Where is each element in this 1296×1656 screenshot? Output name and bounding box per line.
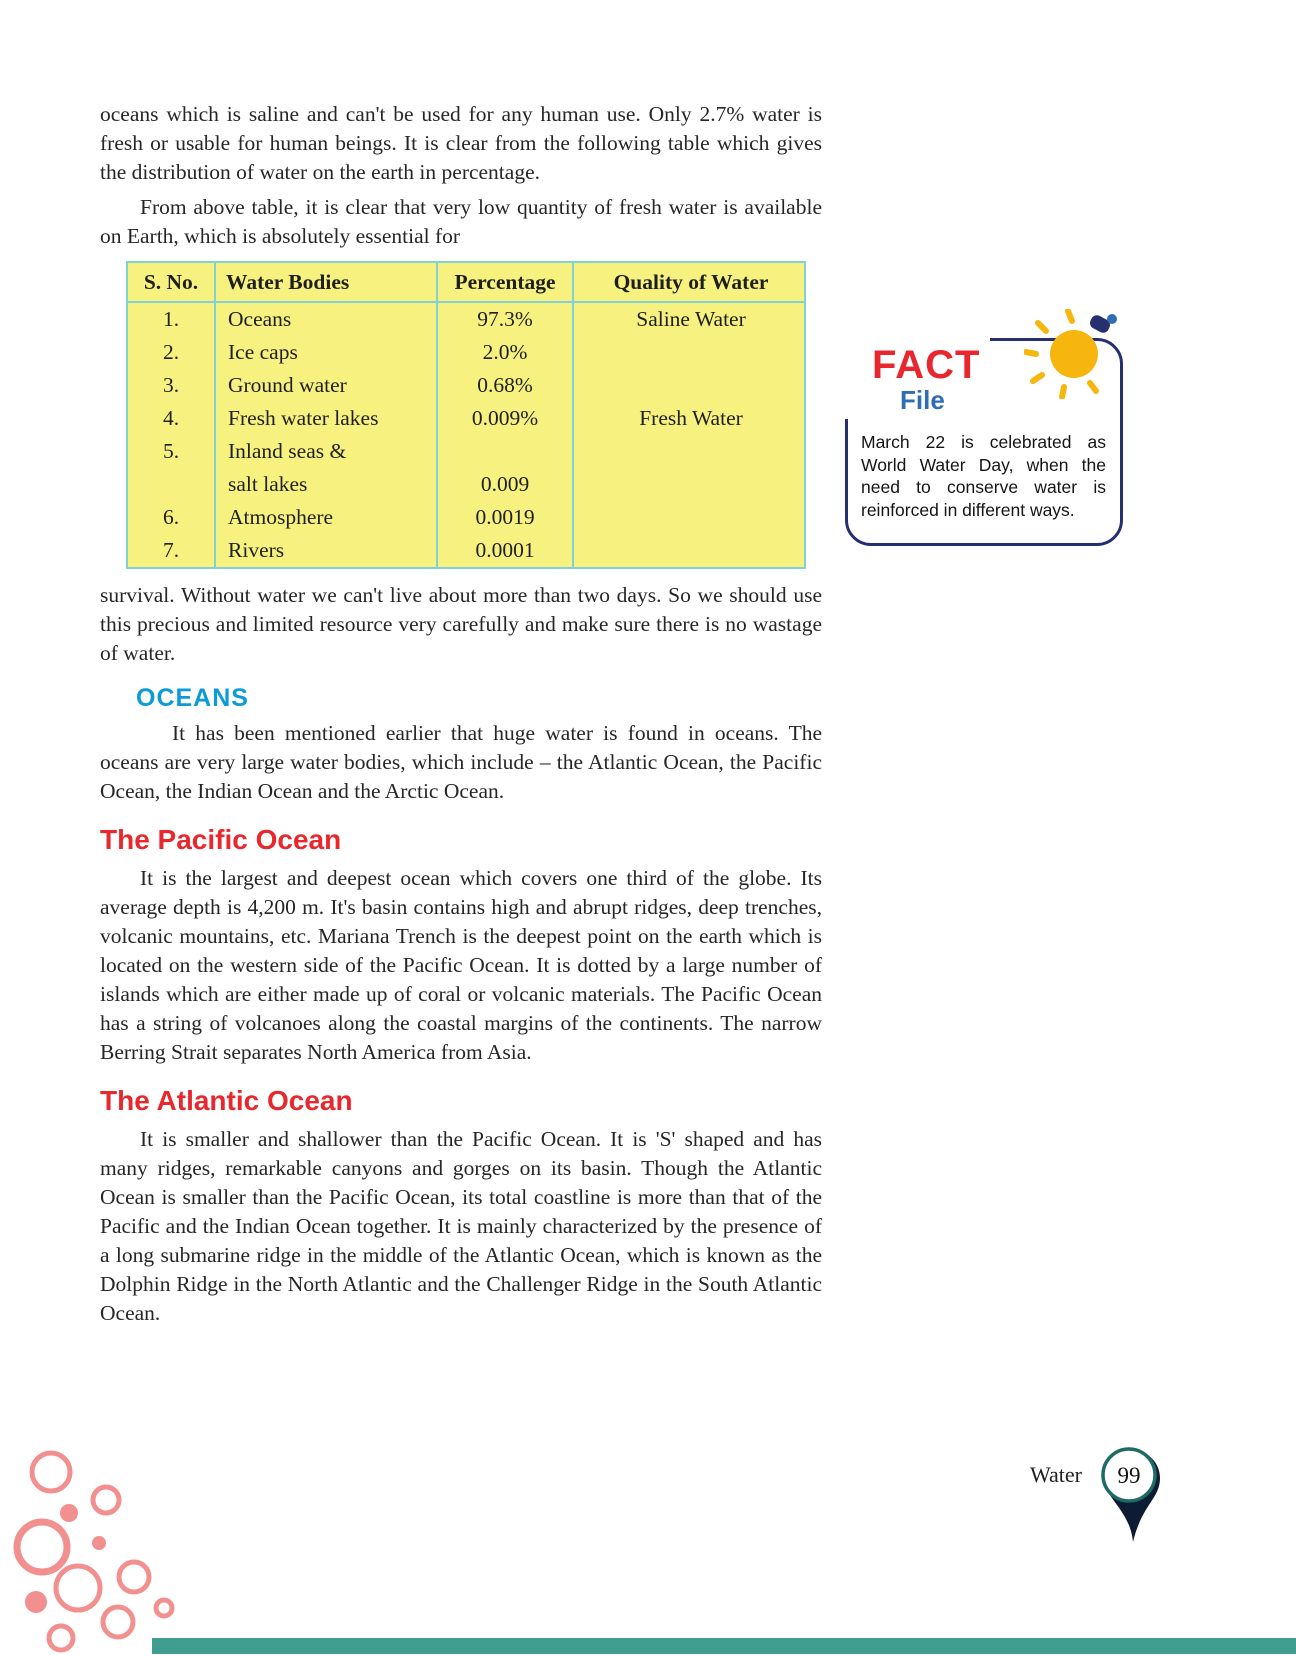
- file-title-text: File: [900, 385, 945, 415]
- paragraph-pacific-ocean: It is the largest and deepest ocean which covers one third of the globe. Its average depth is 4,200 m. It's basin contains high and abrupt ridges, deep trenches, volcanic mountains, etc. Mariana Trench is the deepest point on the earth which is located on the western side of the Pacific Ocean. It is dotted by a large number of islands which are either made up of coral or volcanic materials. The Pacific Ocean has a string of volcanoes along the coastal margins of the continents. The narrow Berring Strait separates North America from Asia.: [100, 866, 822, 1064]
- table-cell-quality: Fresh Water: [639, 406, 743, 430]
- badge-teardrop-icon: [1098, 1444, 1164, 1550]
- table-header-pct: Percentage: [438, 263, 574, 301]
- table-row: [128, 336, 804, 369]
- table-header-sno: S. No.: [128, 263, 216, 301]
- table-cell-sno: 4.: [128, 402, 216, 435]
- table-row: [128, 534, 804, 567]
- table-cell-quality: Saline Water: [636, 307, 746, 331]
- table-cell-pct: [438, 435, 574, 468]
- main-text-column: [100, 100, 822, 1328]
- table-header-quality: Quality of Water: [613, 270, 769, 294]
- heading-atlantic-ocean: The Atlantic Ocean: [100, 1085, 353, 1116]
- table-body: [128, 303, 804, 567]
- table-cell-sno: 5.: [128, 435, 216, 468]
- fact-title-text: FACT: [872, 343, 981, 387]
- table-cell-body: Ground water: [216, 369, 438, 402]
- table-cell-quality: [574, 336, 808, 369]
- table-cell-quality: [574, 501, 808, 534]
- table-cell-sno: 3.: [128, 369, 216, 402]
- page-number: 99: [1117, 1463, 1141, 1488]
- table-cell-pct: 2.0%: [438, 336, 574, 369]
- table-header-body: Water Bodies: [216, 263, 438, 301]
- table-cell-quality: [574, 435, 808, 468]
- table-cell-sno: 7.: [128, 534, 216, 567]
- table-cell-pct: 0.009%: [438, 402, 574, 435]
- table-header-row: [128, 263, 804, 303]
- sun-bulb-icon: [1024, 309, 1120, 404]
- table-cell-body: salt lakes: [216, 468, 438, 501]
- heading-pacific-ocean: The Pacific Ocean: [100, 824, 342, 855]
- table-cell-body: Inland seas &: [216, 435, 438, 468]
- paragraph-intro: oceans which is saline and can't be used for any human use. Only 2.7% water is fresh or usable for human beings. It is clear from the following table which gives the distribution of water on the earth in percentage.: [100, 102, 822, 184]
- table-row: [128, 501, 804, 534]
- table-row: [128, 303, 804, 336]
- paragraph-survival: survival. Without water we can't live about more than two days. So we should use this precious and limited resource very carefully and make sure there is no wastage of water.: [100, 583, 822, 665]
- paragraph-from-above-table: From above table, it is clear that very low quantity of fresh water is available on Earth, which is absolutely essential for: [100, 195, 822, 248]
- table-cell-pct: 97.3%: [438, 303, 574, 336]
- table-cell-body: Atmosphere: [216, 501, 438, 534]
- table-cell-body: Rivers: [216, 534, 438, 567]
- page-footer: [1030, 1444, 1164, 1550]
- table-row: [128, 468, 804, 501]
- table-cell-quality: [574, 534, 808, 567]
- footer-chapter-label: Water: [1030, 1462, 1082, 1487]
- table-cell-pct: 0.0001: [438, 534, 574, 567]
- bottom-accent-bar: [152, 1638, 1296, 1654]
- table-cell-body: Fresh water lakes: [216, 402, 438, 435]
- table-cell-body: Ice caps: [216, 336, 438, 369]
- table-cell-sno: 6.: [128, 501, 216, 534]
- table-cell-sno: 2.: [128, 336, 216, 369]
- water-distribution-table: [126, 261, 806, 569]
- decorative-bubbles: [6, 1450, 216, 1656]
- heading-oceans: OCEANS: [136, 684, 249, 712]
- table-cell-sno: [128, 468, 216, 501]
- table-row: [128, 435, 804, 468]
- table-cell-pct: 0.0019: [438, 501, 574, 534]
- fact-file-title: [842, 335, 990, 419]
- table-cell-sno: 1.: [128, 303, 216, 336]
- table-cell-pct: 0.68%: [438, 369, 574, 402]
- table-cell-quality: [574, 468, 808, 501]
- page-number-badge: [1098, 1444, 1164, 1550]
- paragraph-atlantic-ocean: It is smaller and shallower than the Pacific Ocean. It is 'S' shaped and has many ridges, remarkable canyons and gorges on its basin. Though the Atlantic Ocean is smaller than the Pacific Ocean, its total coastline is more than that of the Pacific and the Indian Ocean together. It is mainly characterized by the presence of a long submarine ridge in the middle of the Atlantic Ocean, which is known as the Dolphin Ridge in the North Atlantic and the Challenger Ridge in the South Atlantic Ocean.: [100, 1127, 822, 1325]
- table-cell-body: Oceans: [216, 303, 438, 336]
- table-row: [128, 402, 804, 435]
- table-cell-pct: 0.009: [438, 468, 574, 501]
- fact-file-text: March 22 is celebrated as World Water Day, when the need to conserve water is reinforced in different ways.: [861, 432, 1106, 520]
- table-cell-quality: [574, 369, 808, 402]
- paragraph-oceans: It has been mentioned earlier that huge water is found in oceans. The oceans are very large water bodies, which include – the Atlantic Ocean, the Pacific Ocean, the Indian Ocean and the Arctic Ocean.: [100, 721, 822, 803]
- table-row: [128, 369, 804, 402]
- fact-file-box: [845, 338, 1123, 546]
